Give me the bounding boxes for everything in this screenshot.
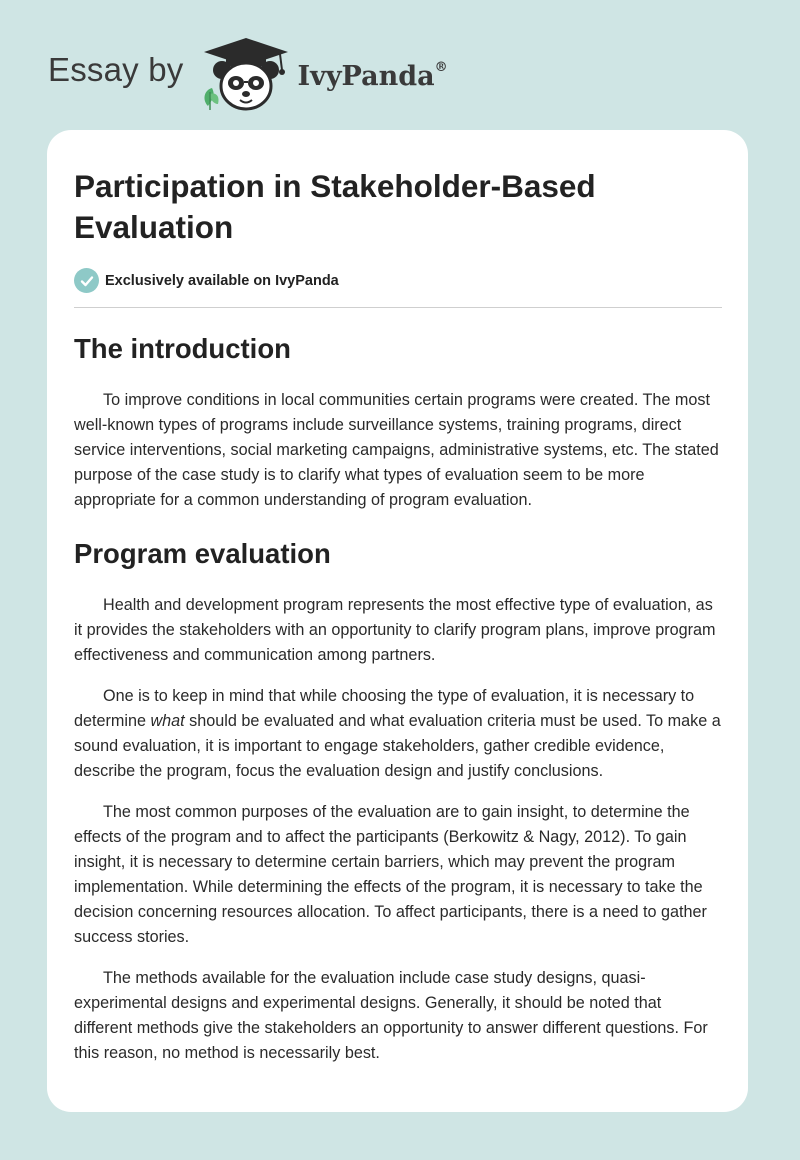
emphasis-text: what: [150, 712, 185, 730]
divider: [74, 307, 722, 308]
trademark-symbol: ®: [434, 59, 448, 75]
paragraph: The methods available for the evaluation include case study designs, quasi-experimental designs and experimental designs. Generally, it should be noted that different methods give the stakeholders an opportunity to answer different questions. For this reason, no method is necessarily best.: [74, 969, 708, 1062]
essay-by-label: Essay by: [48, 51, 184, 88]
paragraph: To improve conditions in local communities certain programs were created. The most well-known types of programs include surveillance systems, training programs, direct service interventions, social marketing campaigns, administrative systems, etc. The stated purpose of the case study is to clarify what types of evaluation seem to be more appropriate for a common understanding of program evaluation.: [74, 391, 719, 509]
exclusive-badge: [74, 268, 722, 293]
checkmark-icon: [74, 268, 99, 293]
site-header: [48, 34, 448, 114]
paragraph: The most common purposes of the evaluation are to gain insight, to determine the effects of the program and to affect the participants (Berkowitz & Nagy, 2012). To gain insight, it is necessary to determine certain barriers, which may prevent the program implementation. While determining the effects of the program, it is necessary to take the decision concerning resources allocation. To affect participants, there is a need to gather success stories.: [74, 803, 707, 946]
paragraph: One is to keep in mind that while choosing the type of evaluation, it is necessary to determine what should be evaluated and what evaluation criteria must be used. To make a sound evaluation, it is important to engage stakeholders, gather credible evidence, describe the program, focus the evaluation design and justify conclusions.: [74, 687, 721, 780]
brand-name[interactable]: IvyPanda®: [297, 59, 448, 92]
essay-title: Participation in Stakeholder-Based Evaluation: [74, 168, 596, 245]
exclusive-badge-text: Exclusively available on IvyPanda: [105, 272, 339, 289]
section-heading-program-evaluation: Program evaluation: [74, 538, 331, 569]
paragraph: Health and development program represents the most effective type of evaluation, as it provides the stakeholders with an opportunity to clarify program plans, improve program effectiveness and communication among partners.: [74, 596, 716, 664]
essay-card: [47, 130, 748, 1112]
section-heading-introduction: The introduction: [74, 333, 291, 364]
ivypanda-logo-icon[interactable]: [198, 34, 294, 114]
